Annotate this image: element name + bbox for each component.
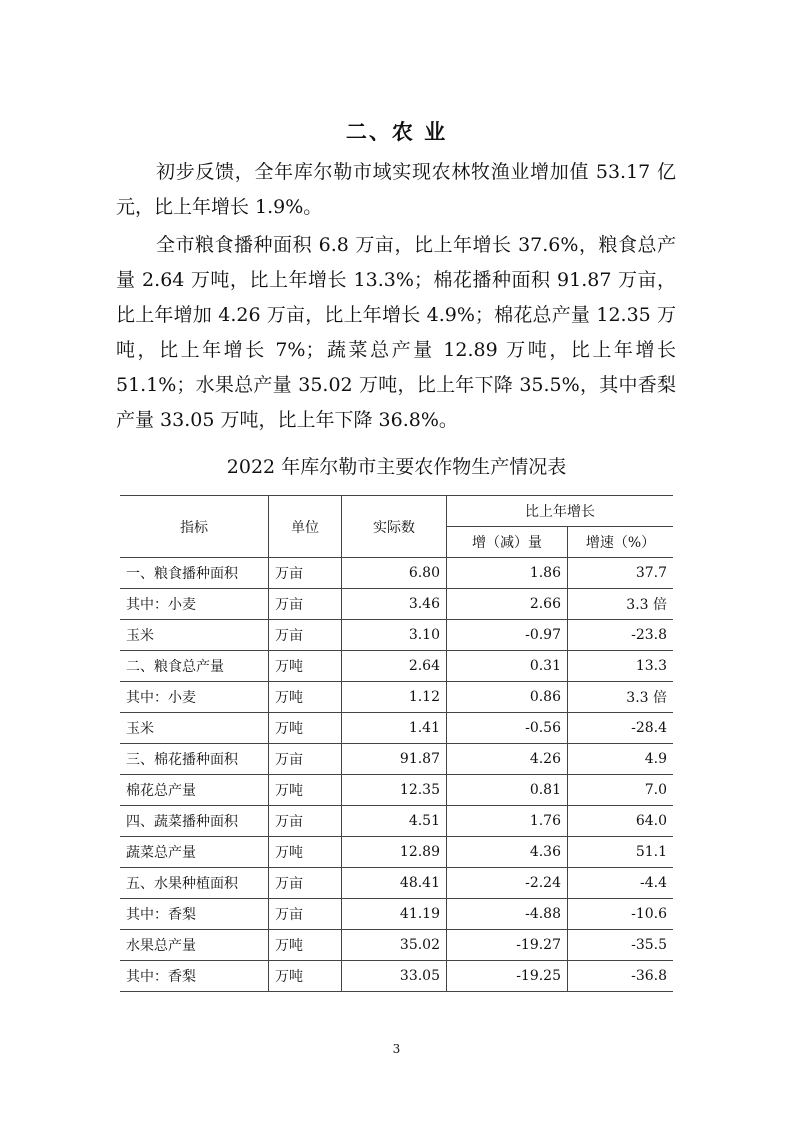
cell-unit: 万亩 (269, 589, 342, 620)
cell-change: 4.26 (447, 744, 568, 775)
cell-change: 0.86 (447, 682, 568, 713)
table-row (120, 775, 673, 806)
cell-unit: 万吨 (269, 713, 342, 744)
cell-actual: 35.02 (342, 930, 447, 961)
table-row (120, 961, 673, 992)
paragraph-crops: 全市粮食播种面积 6.8 万亩，比上年增长 37.6%，粮食总产量 2.64 万吨，比上年增长 13.3%；棉花播种面积 91.87 万亩，比上年增加 4.26 万亩，比上年增长 4.9%；棉花总产量 12.35 万吨，比上年增长 7%；蔬菜总产量 12.89 万吨，比上年增长 51.1%；水果总产量 35.02 万吨，比上年下降 35.5%，其中香梨产量 33.05 万吨，比上年下降 36.8%。 (116, 234, 676, 431)
cell-actual: 4.51 (342, 806, 447, 837)
cell-change: 2.66 (447, 589, 568, 620)
cell-actual: 12.89 (342, 837, 447, 868)
cell-unit: 万吨 (269, 651, 342, 682)
cell-rate: 51.1 (568, 837, 674, 868)
cell-rate: -36.8 (568, 961, 674, 992)
cell-indicator: 水果总产量 (120, 930, 269, 961)
cell-indicator: 其中：香梨 (120, 961, 269, 992)
cell-unit: 万吨 (269, 930, 342, 961)
cell-unit: 万亩 (269, 620, 342, 651)
cell-unit: 万亩 (269, 899, 342, 930)
cell-actual: 91.87 (342, 744, 447, 775)
cell-change: -19.25 (447, 961, 568, 992)
page-number: 3 (392, 1042, 401, 1056)
cell-actual: 3.46 (342, 589, 447, 620)
cell-change: 1.76 (447, 806, 568, 837)
cell-indicator: 棉花总产量 (120, 775, 269, 806)
table-row (120, 682, 673, 713)
cell-indicator: 玉米 (120, 620, 269, 651)
cell-rate: -28.4 (568, 713, 674, 744)
table-row (120, 558, 673, 589)
cell-rate: 64.0 (568, 806, 674, 837)
cell-actual: 1.12 (342, 682, 447, 713)
cell-rate: -4.4 (568, 868, 674, 899)
table-row (120, 744, 673, 775)
cell-actual: 12.35 (342, 775, 447, 806)
cell-indicator: 玉米 (120, 713, 269, 744)
cell-unit: 万吨 (269, 775, 342, 806)
cell-indicator: 二、粮食总产量 (120, 651, 269, 682)
header-growth-group: 比上年增长 (447, 496, 674, 527)
header-rate: 增速（%） (568, 527, 674, 558)
cell-indicator: 其中：香梨 (120, 899, 269, 930)
header-indicator: 指标 (120, 496, 269, 558)
cell-unit: 万吨 (269, 682, 342, 713)
cell-unit: 万吨 (269, 837, 342, 868)
cell-actual: 41.19 (342, 899, 447, 930)
table-row (120, 930, 673, 961)
header-change: 增（减）量 (447, 527, 568, 558)
cell-actual: 3.10 (342, 620, 447, 651)
cell-rate: -23.8 (568, 620, 674, 651)
section-heading: 二、农 业 (345, 120, 448, 144)
cell-rate: 3.3 倍 (568, 682, 674, 713)
cell-indicator: 一、粮食播种面积 (120, 558, 269, 589)
table-row (120, 868, 673, 899)
cell-rate: 37.7 (568, 558, 674, 589)
header-unit: 单位 (269, 496, 342, 558)
cell-indicator: 五、水果种植面积 (120, 868, 269, 899)
cell-rate: 13.3 (568, 651, 674, 682)
cell-change: -4.88 (447, 899, 568, 930)
cell-rate: 4.9 (568, 744, 674, 775)
cell-unit: 万亩 (269, 558, 342, 589)
cell-unit: 万亩 (269, 806, 342, 837)
cell-indicator: 四、蔬菜播种面积 (120, 806, 269, 837)
table-row (120, 713, 673, 744)
cell-change: 4.36 (447, 837, 568, 868)
cell-change: 0.81 (447, 775, 568, 806)
cell-rate: 3.3 倍 (568, 589, 674, 620)
cell-indicator: 三、棉花播种面积 (120, 744, 269, 775)
cell-rate: 7.0 (568, 775, 674, 806)
table-row (120, 806, 673, 837)
table-row (120, 899, 673, 930)
cell-actual: 48.41 (342, 868, 447, 899)
cell-actual: 2.64 (342, 651, 447, 682)
cell-change: -19.27 (447, 930, 568, 961)
cell-actual: 33.05 (342, 961, 447, 992)
cell-rate: -10.6 (568, 899, 674, 930)
table-row (120, 620, 673, 651)
cell-change: 0.31 (447, 651, 568, 682)
table-header-row (120, 496, 673, 527)
table-body (120, 558, 673, 992)
cell-actual: 6.80 (342, 558, 447, 589)
cell-indicator: 其中：小麦 (120, 682, 269, 713)
cell-indicator: 蔬菜总产量 (120, 837, 269, 868)
cell-unit: 万亩 (269, 744, 342, 775)
cell-actual: 1.41 (342, 713, 447, 744)
cell-unit: 万亩 (269, 868, 342, 899)
cell-unit: 万吨 (269, 961, 342, 992)
table-row (120, 651, 673, 682)
cell-change: -2.24 (447, 868, 568, 899)
table-row (120, 837, 673, 868)
header-actual: 实际数 (342, 496, 447, 558)
cell-change: 1.86 (447, 558, 568, 589)
cell-change: -0.97 (447, 620, 568, 651)
cell-change: -0.56 (447, 713, 568, 744)
paragraph-summary: 初步反馈，全年库尔勒市域实现农林牧渔业增加值 53.17 亿元，比上年增长 1.9%。 (116, 161, 676, 218)
table-title: 2022 年库尔勒市主要农作物生产情况表 (226, 456, 567, 478)
cell-rate: -35.5 (568, 930, 674, 961)
cell-indicator: 其中：小麦 (120, 589, 269, 620)
crop-production-table (120, 495, 673, 992)
table-row (120, 589, 673, 620)
